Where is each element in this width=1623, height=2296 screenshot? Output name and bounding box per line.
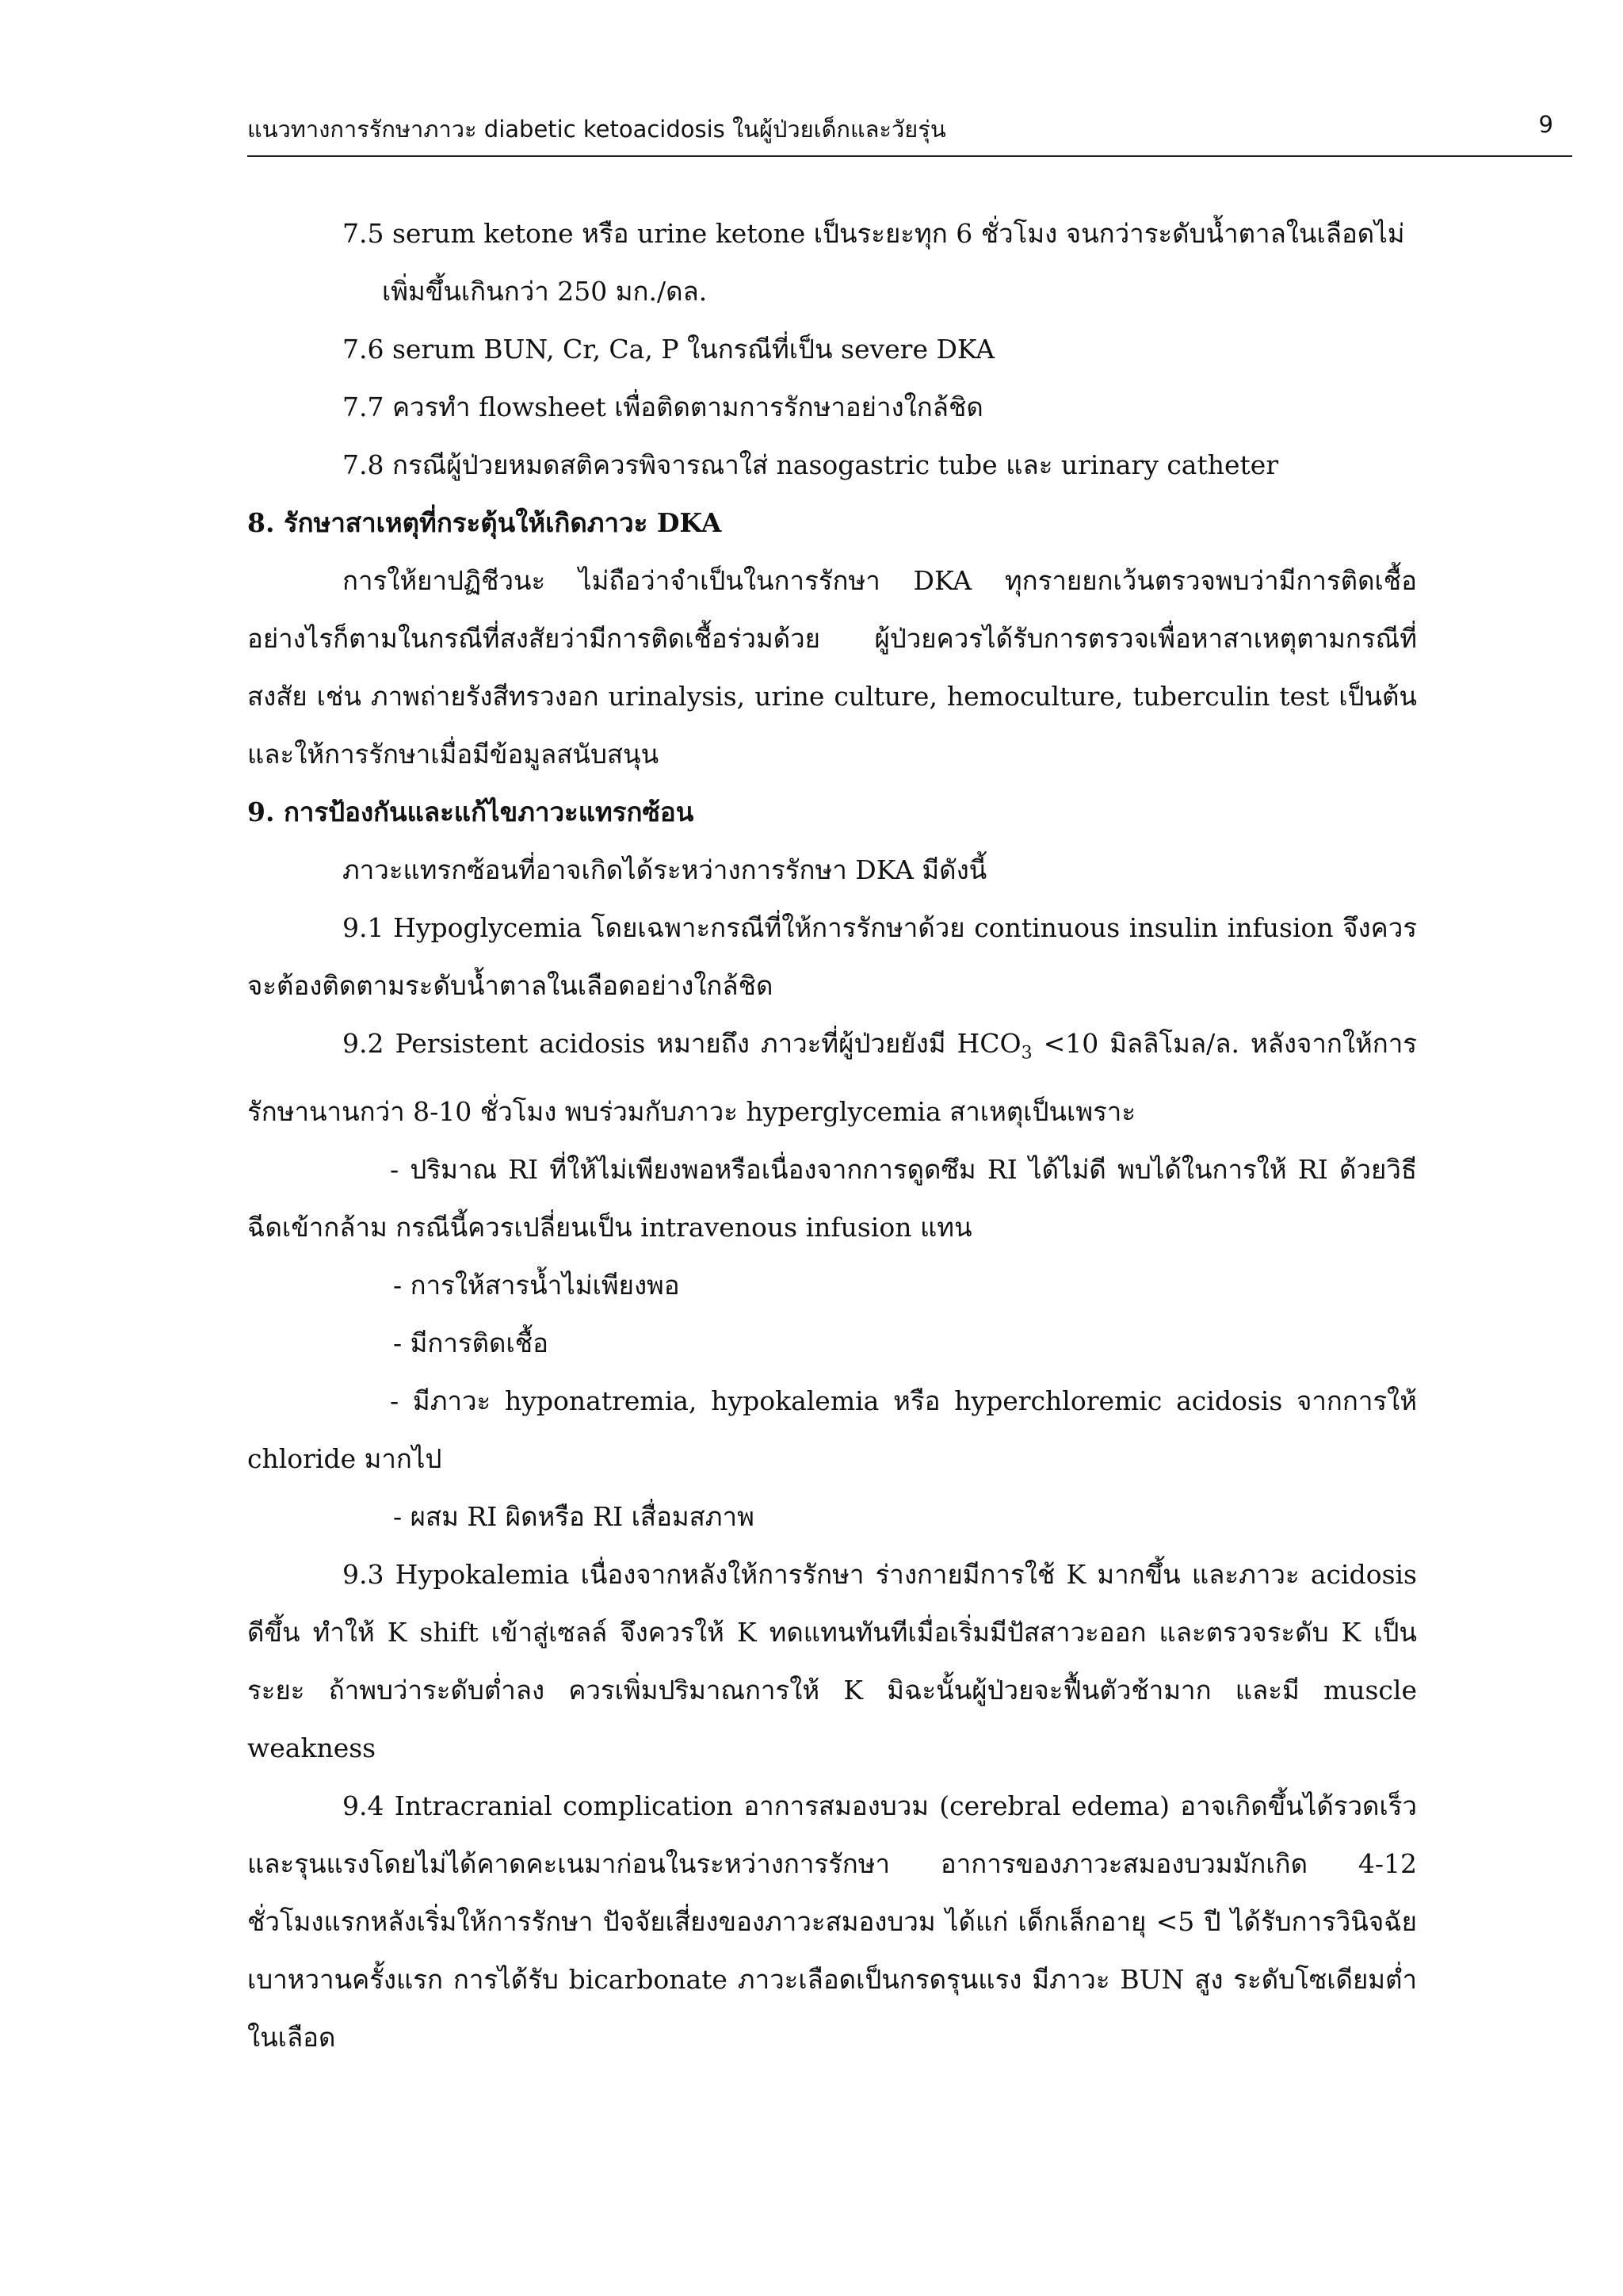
item-9-2-text-a: 9.2 Persistent acidosis หมายถึง ภาวะที่ผู้ป่วยยังมี HCO xyxy=(342,1028,1022,1059)
item-9-2 xyxy=(247,1014,1417,1140)
page-body xyxy=(247,204,1417,2066)
hco3-subscript: 3 xyxy=(1021,1043,1033,1064)
section-9-intro: ภาวะแทรกซ้อนที่อาจเกิดได้ระหว่างการรักษา DKA มีดังนี้ xyxy=(342,854,987,885)
item-7-5: 7.5 serum ketone หรือ urine ketone เป็นระยะทุก 6 ชั่วโมง จนกว่าระดับน้ำตาลในเลือดไม่เพิ่มขึ้นเกินกว่า 250 มก./ดล. xyxy=(342,218,1405,307)
bullet-infection: - มีการติดเชื้อ xyxy=(393,1327,548,1358)
bullet-insufficient-ri: - ปริมาณ RI ที่ให้ไม่เพียงพอหรือเนื่องจากการดูดซึม RI ได้ไม่ดี พบได้ในการให้ RI ด้วยวิธีฉีดเข้ากล้าม กรณีนี้ควรเปลี่ยนเป็น intravenous infusion แทน xyxy=(247,1153,1417,1243)
section-8-heading: 8. รักษาสาเหตุที่กระตุ้นให้เกิดภาวะ DKA xyxy=(247,507,722,538)
item-9-3: 9.3 Hypokalemia เนื่องจากหลังให้การรักษา ร่างกายมีการใช้ K มากขึ้น และภาวะ acidosis ดีขึ้น ทำให้ K shift เข้าสู่เซลล์ จึงควรให้ K ทดแทนทันทีเมื่อเริ่มมีปัสสาวะออก และตรวจระดับ K เป็นระยะ ถ้าพบว่าระดับต่ำลง ควรเพิ่มปริมาณการให้ K มิฉะนั้นผู้ป่วยจะฟื้นตัวช้ามาก และมี muscle weakness xyxy=(247,1558,1417,1763)
bullet-ri-mix-error: - ผสม RI ผิดหรือ RI เสื่อมสภาพ xyxy=(393,1500,754,1532)
item-7-8: 7.8 กรณีผู้ป่วยหมดสติควรพิจารณาใส่ nasogastric tube และ urinary catheter xyxy=(342,449,1279,480)
item-9-4: 9.4 Intracranial complication อาการสมองบวม (cerebral edema) อาจเกิดขึ้นได้รวดเร็วและรุนแรงโดยไม่ได้คาดคะเนมาก่อนในระหว่างการรักษา อาการของภาวะสมองบวมมักเกิด 4-12 ชั่วโมงแรกหลังเริ่มให้การรักษา ปัจจัยเสี่ยงของภาวะสมองบวม ได้แก่ เด็กเล็กอายุ <5 ปี ได้รับการวินิจฉัยเบาหวานครั้งแรก การได้รับ bicarbonate ภาวะเลือดเป็นกรดรุนแรง มีภาวะ BUN สูง ระดับโซเดียมต่ำในเลือด xyxy=(247,1790,1417,2053)
page-number: 9 xyxy=(1538,111,1553,138)
page-header xyxy=(247,108,1572,157)
running-title: แนวทางการรักษาภาวะ diabetic ketoacidosis ในผู้ป่วยเด็กและวัยรุ่น xyxy=(247,116,946,143)
item-9-2-text-b: <10 มิลลิโมล/ล. หลังจากให้การรักษานานกว่า 8-10 ชั่วโมง พบร่วมกับภาวะ hyperglycemia สาเหตุเป็นเพราะ xyxy=(247,1028,1417,1127)
section-9-heading: 9. การป้องกันและแก้ไขภาวะแทรกซ้อน xyxy=(247,797,694,827)
item-7-7: 7.7 ควรทำ flowsheet เพื่อติดตามการรักษาอย่างใกล้ชิด xyxy=(342,392,983,422)
section-8-paragraph: การให้ยาปฏิชีวนะ ไม่ถือว่าจำเป็นในการรักษา DKA ทุกรายยกเว้นตรวจพบว่ามีการติดเชื้อ อย่างไรก็ตามในกรณีที่สงสัยว่ามีการติดเชื้อร่วมด้วย ผู้ป่วยควรได้รับการตรวจเพื่อหาสาเหตุตามกรณีที่สงสัย เช่น ภาพถ่ายรังสีทรวงอก urinalysis, urine culture, hemoculture, tuberculin test เป็นต้น และให้การรักษาเมื่อมีข้อมูลสนับสนุน xyxy=(247,565,1417,770)
item-9-1: 9.1 Hypoglycemia โดยเฉพาะกรณีที่ให้การรักษาด้วย continuous insulin infusion จึงควรจะต้องติดตามระดับน้ำตาลในเลือดอย่างใกล้ชิด xyxy=(247,912,1417,1001)
bullet-electrolyte: - มีภาวะ hyponatremia, hypokalemia หรือ hyperchloremic acidosis จากการให้ chloride มากไป xyxy=(247,1385,1417,1474)
bullet-insufficient-fluid: - การให้สารน้ำไม่เพียงพอ xyxy=(393,1269,680,1301)
item-7-6: 7.6 serum BUN, Cr, Ca, P ในกรณีที่เป็น severe DKA xyxy=(342,334,995,365)
